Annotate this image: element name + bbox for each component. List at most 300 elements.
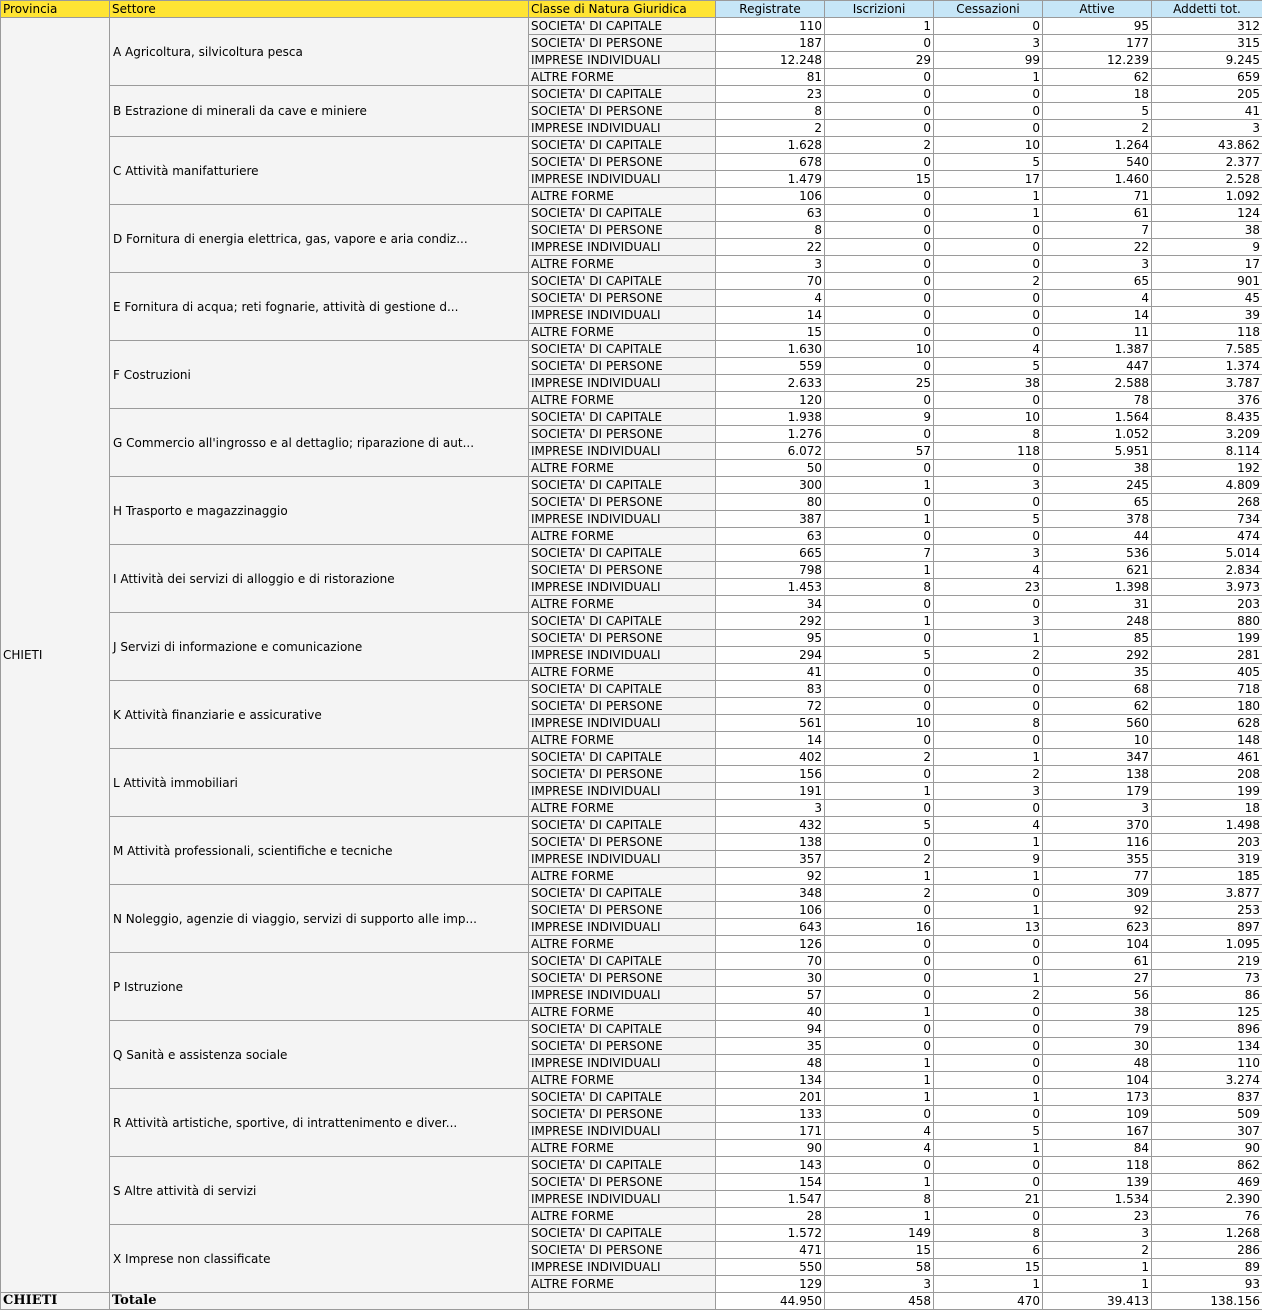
- attive-cell: 245: [1043, 477, 1152, 494]
- iscrizioni-cell: 1: [825, 783, 934, 800]
- table-body: [1, 18, 1262, 1293]
- classe-cell: IMPRESE INDIVIDUALI: [529, 987, 716, 1004]
- attive-cell: 540: [1043, 154, 1152, 171]
- addetti-cell: 73: [1152, 970, 1262, 987]
- registrate-cell: 357: [716, 851, 825, 868]
- addetti-cell: 148: [1152, 732, 1262, 749]
- classe-cell: ALTRE FORME: [529, 256, 716, 273]
- cessazioni-cell: 0: [934, 664, 1043, 681]
- classe-cell: SOCIETA' DI PERSONE: [529, 1038, 716, 1055]
- addetti-cell: 8.114: [1152, 443, 1262, 460]
- attive-cell: 177: [1043, 35, 1152, 52]
- total-registrate: 44.950: [716, 1293, 825, 1310]
- classe-cell: ALTRE FORME: [529, 1072, 716, 1089]
- iscrizioni-cell: 0: [825, 970, 934, 987]
- attive-cell: 79: [1043, 1021, 1152, 1038]
- registrate-cell: 83: [716, 681, 825, 698]
- attive-cell: 2: [1043, 120, 1152, 137]
- attive-cell: 11: [1043, 324, 1152, 341]
- iscrizioni-cell: 1: [825, 1004, 934, 1021]
- classe-cell: SOCIETA' DI CAPITALE: [529, 137, 716, 154]
- cessazioni-cell: 0: [934, 256, 1043, 273]
- addetti-cell: 124: [1152, 205, 1262, 222]
- registrate-cell: 70: [716, 953, 825, 970]
- classe-cell: SOCIETA' DI CAPITALE: [529, 273, 716, 290]
- header-iscrizioni[interactable]: Iscrizioni: [825, 1, 934, 18]
- cessazioni-cell: 1: [934, 1276, 1043, 1293]
- settore-cell: L Attività immobiliari: [110, 749, 529, 817]
- cessazioni-cell: 0: [934, 494, 1043, 511]
- attive-cell: 48: [1043, 1055, 1152, 1072]
- classe-cell: SOCIETA' DI CAPITALE: [529, 1157, 716, 1174]
- header-settore[interactable]: Settore: [110, 1, 529, 18]
- attive-cell: 95: [1043, 18, 1152, 35]
- cessazioni-cell: 0: [934, 698, 1043, 715]
- addetti-cell: 3.787: [1152, 375, 1262, 392]
- addetti-cell: 896: [1152, 1021, 1262, 1038]
- provincia-cell: CHIETI: [1, 18, 110, 1293]
- cessazioni-cell: 0: [934, 307, 1043, 324]
- attive-cell: 5: [1043, 103, 1152, 120]
- iscrizioni-cell: 0: [825, 936, 934, 953]
- attive-cell: 68: [1043, 681, 1152, 698]
- iscrizioni-cell: 3: [825, 1276, 934, 1293]
- addetti-cell: 199: [1152, 783, 1262, 800]
- iscrizioni-cell: 0: [825, 902, 934, 919]
- classe-cell: IMPRESE INDIVIDUALI: [529, 1055, 716, 1072]
- registrate-cell: 1.630: [716, 341, 825, 358]
- settore-cell: X Imprese non classificate: [110, 1225, 529, 1293]
- classe-cell: SOCIETA' DI PERSONE: [529, 562, 716, 579]
- cessazioni-cell: 0: [934, 1208, 1043, 1225]
- addetti-cell: 7.585: [1152, 341, 1262, 358]
- registrate-cell: 1.547: [716, 1191, 825, 1208]
- classe-cell: ALTRE FORME: [529, 188, 716, 205]
- registrate-cell: 8: [716, 103, 825, 120]
- addetti-cell: 718: [1152, 681, 1262, 698]
- cessazioni-cell: 10: [934, 137, 1043, 154]
- iscrizioni-cell: 4: [825, 1140, 934, 1157]
- cessazioni-cell: 0: [934, 596, 1043, 613]
- registrate-cell: 95: [716, 630, 825, 647]
- addetti-cell: 897: [1152, 919, 1262, 936]
- iscrizioni-cell: 0: [825, 732, 934, 749]
- addetti-cell: 509: [1152, 1106, 1262, 1123]
- iscrizioni-cell: 0: [825, 800, 934, 817]
- attive-cell: 62: [1043, 698, 1152, 715]
- attive-cell: 44: [1043, 528, 1152, 545]
- classe-cell: IMPRESE INDIVIDUALI: [529, 1259, 716, 1276]
- table-row: [1, 1225, 1262, 1242]
- registrate-cell: 57: [716, 987, 825, 1004]
- addetti-cell: 405: [1152, 664, 1262, 681]
- iscrizioni-cell: 0: [825, 120, 934, 137]
- registrate-cell: 94: [716, 1021, 825, 1038]
- cessazioni-cell: 0: [934, 732, 1043, 749]
- iscrizioni-cell: 4: [825, 1123, 934, 1140]
- classe-cell: ALTRE FORME: [529, 460, 716, 477]
- attive-cell: 116: [1043, 834, 1152, 851]
- cessazioni-cell: 0: [934, 936, 1043, 953]
- registrate-cell: 50: [716, 460, 825, 477]
- table-row: [1, 205, 1262, 222]
- attive-cell: 1.564: [1043, 409, 1152, 426]
- attive-cell: 61: [1043, 953, 1152, 970]
- attive-cell: 65: [1043, 273, 1152, 290]
- total-cessazioni: 470: [934, 1293, 1043, 1310]
- cessazioni-cell: 0: [934, 103, 1043, 120]
- classe-cell: SOCIETA' DI PERSONE: [529, 630, 716, 647]
- classe-cell: IMPRESE INDIVIDUALI: [529, 120, 716, 137]
- cessazioni-cell: 8: [934, 715, 1043, 732]
- iscrizioni-cell: 0: [825, 460, 934, 477]
- registrate-cell: 154: [716, 1174, 825, 1191]
- cessazioni-cell: 1: [934, 188, 1043, 205]
- iscrizioni-cell: 0: [825, 664, 934, 681]
- attive-cell: 623: [1043, 919, 1152, 936]
- attive-cell: 447: [1043, 358, 1152, 375]
- classe-cell: SOCIETA' DI PERSONE: [529, 290, 716, 307]
- iscrizioni-cell: 0: [825, 953, 934, 970]
- iscrizioni-cell: 0: [825, 1157, 934, 1174]
- classe-cell: SOCIETA' DI PERSONE: [529, 426, 716, 443]
- iscrizioni-cell: 0: [825, 426, 934, 443]
- cessazioni-cell: 5: [934, 154, 1043, 171]
- iscrizioni-cell: 1: [825, 1055, 934, 1072]
- addetti-cell: 205: [1152, 86, 1262, 103]
- classe-cell: IMPRESE INDIVIDUALI: [529, 647, 716, 664]
- table-row: [1, 1089, 1262, 1106]
- attive-cell: 78: [1043, 392, 1152, 409]
- classe-cell: ALTRE FORME: [529, 1140, 716, 1157]
- settore-cell: M Attività professionali, scientifiche e tecniche: [110, 817, 529, 885]
- header-addetti[interactable]: Addetti tot.: [1152, 1, 1262, 18]
- classe-cell: IMPRESE INDIVIDUALI: [529, 783, 716, 800]
- cessazioni-cell: 2: [934, 766, 1043, 783]
- cessazioni-cell: 0: [934, 681, 1043, 698]
- iscrizioni-cell: 8: [825, 1191, 934, 1208]
- registrate-cell: 133: [716, 1106, 825, 1123]
- iscrizioni-cell: 0: [825, 222, 934, 239]
- cessazioni-cell: 4: [934, 817, 1043, 834]
- cessazioni-cell: 8: [934, 1225, 1043, 1242]
- registrate-cell: 106: [716, 188, 825, 205]
- attive-cell: 347: [1043, 749, 1152, 766]
- iscrizioni-cell: 1: [825, 868, 934, 885]
- table-row: [1, 86, 1262, 103]
- registrate-cell: 348: [716, 885, 825, 902]
- attive-cell: 109: [1043, 1106, 1152, 1123]
- cessazioni-cell: 10: [934, 409, 1043, 426]
- registrate-cell: 191: [716, 783, 825, 800]
- classe-cell: IMPRESE INDIVIDUALI: [529, 919, 716, 936]
- classe-cell: ALTRE FORME: [529, 1276, 716, 1293]
- settore-cell: P Istruzione: [110, 953, 529, 1021]
- settore-cell: Q Sanità e assistenza sociale: [110, 1021, 529, 1089]
- attive-cell: 62: [1043, 69, 1152, 86]
- registrate-cell: 171: [716, 1123, 825, 1140]
- attive-cell: 3: [1043, 1225, 1152, 1242]
- registrate-cell: 798: [716, 562, 825, 579]
- settore-cell: D Fornitura di energia elettrica, gas, vapore e aria condiz...: [110, 205, 529, 273]
- registrate-cell: 129: [716, 1276, 825, 1293]
- addetti-cell: 43.862: [1152, 137, 1262, 154]
- settore-cell: G Commercio all'ingrosso e al dettaglio; riparazione di aut...: [110, 409, 529, 477]
- attive-cell: 2: [1043, 1242, 1152, 1259]
- cessazioni-cell: 1: [934, 205, 1043, 222]
- attive-cell: 35: [1043, 664, 1152, 681]
- cessazioni-cell: 0: [934, 1004, 1043, 1021]
- addetti-cell: 286: [1152, 1242, 1262, 1259]
- attive-cell: 378: [1043, 511, 1152, 528]
- registrate-cell: 63: [716, 205, 825, 222]
- iscrizioni-cell: 0: [825, 834, 934, 851]
- cessazioni-cell: 1: [934, 1089, 1043, 1106]
- registrate-cell: 40: [716, 1004, 825, 1021]
- header-attive[interactable]: Attive: [1043, 1, 1152, 18]
- header-provincia[interactable]: Provincia: [1, 1, 110, 18]
- addetti-cell: 1.092: [1152, 188, 1262, 205]
- addetti-cell: 628: [1152, 715, 1262, 732]
- iscrizioni-cell: 0: [825, 35, 934, 52]
- cessazioni-cell: 0: [934, 324, 1043, 341]
- attive-cell: 65: [1043, 494, 1152, 511]
- iscrizioni-cell: 0: [825, 1038, 934, 1055]
- header-row: [1, 1, 1262, 18]
- attive-cell: 84: [1043, 1140, 1152, 1157]
- classe-cell: SOCIETA' DI CAPITALE: [529, 749, 716, 766]
- registrate-cell: 22: [716, 239, 825, 256]
- iscrizioni-cell: 7: [825, 545, 934, 562]
- classe-cell: IMPRESE INDIVIDUALI: [529, 715, 716, 732]
- cessazioni-cell: 13: [934, 919, 1043, 936]
- classe-cell: SOCIETA' DI PERSONE: [529, 970, 716, 987]
- addetti-cell: 2.390: [1152, 1191, 1262, 1208]
- cessazioni-cell: 15: [934, 1259, 1043, 1276]
- registrate-cell: 187: [716, 35, 825, 52]
- header-registrate[interactable]: Registrate: [716, 1, 825, 18]
- addetti-cell: 185: [1152, 868, 1262, 885]
- attive-cell: 2.588: [1043, 375, 1152, 392]
- iscrizioni-cell: 10: [825, 341, 934, 358]
- registrate-cell: 6.072: [716, 443, 825, 460]
- classe-cell: SOCIETA' DI PERSONE: [529, 103, 716, 120]
- addetti-cell: 76: [1152, 1208, 1262, 1225]
- settore-cell: E Fornitura di acqua; reti fognarie, attività di gestione d...: [110, 273, 529, 341]
- registrate-cell: 300: [716, 477, 825, 494]
- registrate-cell: 28: [716, 1208, 825, 1225]
- cessazioni-cell: 0: [934, 460, 1043, 477]
- classe-cell: SOCIETA' DI PERSONE: [529, 35, 716, 52]
- addetti-cell: 180: [1152, 698, 1262, 715]
- classe-cell: SOCIETA' DI CAPITALE: [529, 409, 716, 426]
- registrate-cell: 34: [716, 596, 825, 613]
- registrate-cell: 106: [716, 902, 825, 919]
- table-row: [1, 817, 1262, 834]
- iscrizioni-cell: 0: [825, 528, 934, 545]
- classe-cell: SOCIETA' DI CAPITALE: [529, 86, 716, 103]
- classe-cell: ALTRE FORME: [529, 392, 716, 409]
- iscrizioni-cell: 0: [825, 358, 934, 375]
- registrate-cell: 14: [716, 732, 825, 749]
- iscrizioni-cell: 1: [825, 18, 934, 35]
- addetti-cell: 1.095: [1152, 936, 1262, 953]
- addetti-cell: 38: [1152, 222, 1262, 239]
- classe-cell: IMPRESE INDIVIDUALI: [529, 239, 716, 256]
- cessazioni-cell: 3: [934, 783, 1043, 800]
- cessazioni-cell: 1: [934, 868, 1043, 885]
- cessazioni-cell: 4: [934, 341, 1043, 358]
- classe-cell: SOCIETA' DI CAPITALE: [529, 885, 716, 902]
- iscrizioni-cell: 1: [825, 1208, 934, 1225]
- classe-cell: IMPRESE INDIVIDUALI: [529, 52, 716, 69]
- classe-cell: ALTRE FORME: [529, 800, 716, 817]
- cessazioni-cell: 0: [934, 239, 1043, 256]
- iscrizioni-cell: 0: [825, 630, 934, 647]
- addetti-cell: 93: [1152, 1276, 1262, 1293]
- attive-cell: 7: [1043, 222, 1152, 239]
- addetti-cell: 268: [1152, 494, 1262, 511]
- classe-cell: SOCIETA' DI CAPITALE: [529, 545, 716, 562]
- classe-cell: SOCIETA' DI PERSONE: [529, 698, 716, 715]
- addetti-cell: 199: [1152, 630, 1262, 647]
- table-row: [1, 341, 1262, 358]
- classe-cell: IMPRESE INDIVIDUALI: [529, 1191, 716, 1208]
- cessazioni-cell: 1: [934, 1140, 1043, 1157]
- attive-cell: 38: [1043, 460, 1152, 477]
- registrate-cell: 41: [716, 664, 825, 681]
- addetti-cell: 474: [1152, 528, 1262, 545]
- cessazioni-cell: 1: [934, 834, 1043, 851]
- attive-cell: 38: [1043, 1004, 1152, 1021]
- total-label: Totale: [110, 1293, 529, 1310]
- iscrizioni-cell: 16: [825, 919, 934, 936]
- cessazioni-cell: 3: [934, 545, 1043, 562]
- addetti-cell: 659: [1152, 69, 1262, 86]
- classe-cell: IMPRESE INDIVIDUALI: [529, 1123, 716, 1140]
- addetti-cell: 4.809: [1152, 477, 1262, 494]
- registrate-cell: 138: [716, 834, 825, 851]
- classe-cell: IMPRESE INDIVIDUALI: [529, 511, 716, 528]
- registrate-cell: 1.453: [716, 579, 825, 596]
- table-row: [1, 477, 1262, 494]
- cessazioni-cell: 0: [934, 1038, 1043, 1055]
- addetti-cell: 2.528: [1152, 171, 1262, 188]
- registrate-cell: 81: [716, 69, 825, 86]
- registrate-cell: 143: [716, 1157, 825, 1174]
- classe-cell: ALTRE FORME: [529, 732, 716, 749]
- registrate-cell: 70: [716, 273, 825, 290]
- classe-cell: SOCIETA' DI PERSONE: [529, 222, 716, 239]
- registrate-cell: 63: [716, 528, 825, 545]
- classe-cell: SOCIETA' DI CAPITALE: [529, 1225, 716, 1242]
- registrate-cell: 110: [716, 18, 825, 35]
- classe-cell: IMPRESE INDIVIDUALI: [529, 851, 716, 868]
- attive-cell: 104: [1043, 936, 1152, 953]
- classe-cell: SOCIETA' DI PERSONE: [529, 154, 716, 171]
- classe-cell: IMPRESE INDIVIDUALI: [529, 375, 716, 392]
- cessazioni-cell: 3: [934, 477, 1043, 494]
- iscrizioni-cell: 1: [825, 511, 934, 528]
- iscrizioni-cell: 0: [825, 596, 934, 613]
- registrate-cell: 294: [716, 647, 825, 664]
- registrate-cell: 48: [716, 1055, 825, 1072]
- cessazioni-cell: 0: [934, 528, 1043, 545]
- iscrizioni-cell: 1: [825, 562, 934, 579]
- registrate-cell: 23: [716, 86, 825, 103]
- attive-cell: 1.264: [1043, 137, 1152, 154]
- cessazioni-cell: 0: [934, 86, 1043, 103]
- iscrizioni-cell: 15: [825, 1242, 934, 1259]
- addetti-cell: 5.014: [1152, 545, 1262, 562]
- attive-cell: 22: [1043, 239, 1152, 256]
- addetti-cell: 89: [1152, 1259, 1262, 1276]
- attive-cell: 77: [1043, 868, 1152, 885]
- addetti-cell: 376: [1152, 392, 1262, 409]
- attive-cell: 12.239: [1043, 52, 1152, 69]
- attive-cell: 173: [1043, 1089, 1152, 1106]
- classe-cell: SOCIETA' DI CAPITALE: [529, 205, 716, 222]
- iscrizioni-cell: 8: [825, 579, 934, 596]
- cessazioni-cell: 21: [934, 1191, 1043, 1208]
- registrate-cell: 1.938: [716, 409, 825, 426]
- cessazioni-cell: 3: [934, 613, 1043, 630]
- settore-cell: A Agricoltura, silvicoltura pesca: [110, 18, 529, 86]
- cessazioni-cell: 0: [934, 1174, 1043, 1191]
- settore-cell: I Attività dei servizi di alloggio e di ristorazione: [110, 545, 529, 613]
- attive-cell: 23: [1043, 1208, 1152, 1225]
- cessazioni-cell: 0: [934, 222, 1043, 239]
- table-row: [1, 545, 1262, 562]
- registrate-cell: 1.276: [716, 426, 825, 443]
- attive-cell: 10: [1043, 732, 1152, 749]
- classe-cell: IMPRESE INDIVIDUALI: [529, 307, 716, 324]
- iscrizioni-cell: 0: [825, 324, 934, 341]
- addetti-cell: 86: [1152, 987, 1262, 1004]
- classe-cell: SOCIETA' DI PERSONE: [529, 1242, 716, 1259]
- classe-cell: SOCIETA' DI CAPITALE: [529, 477, 716, 494]
- table-row: [1, 681, 1262, 698]
- iscrizioni-cell: 0: [825, 1021, 934, 1038]
- classe-cell: SOCIETA' DI CAPITALE: [529, 681, 716, 698]
- total-provincia: CHIETI: [1, 1293, 110, 1310]
- header-classe[interactable]: Classe di Natura Giuridica: [529, 1, 716, 18]
- cessazioni-cell: 23: [934, 579, 1043, 596]
- addetti-cell: 3.877: [1152, 885, 1262, 902]
- classe-cell: IMPRESE INDIVIDUALI: [529, 579, 716, 596]
- attive-cell: 85: [1043, 630, 1152, 647]
- header-cessazioni[interactable]: Cessazioni: [934, 1, 1043, 18]
- table-row: [1, 613, 1262, 630]
- attive-cell: 536: [1043, 545, 1152, 562]
- registrate-cell: 559: [716, 358, 825, 375]
- addetti-cell: 461: [1152, 749, 1262, 766]
- attive-cell: 1.398: [1043, 579, 1152, 596]
- attive-cell: 104: [1043, 1072, 1152, 1089]
- iscrizioni-cell: 0: [825, 256, 934, 273]
- registrate-cell: 432: [716, 817, 825, 834]
- iscrizioni-cell: 1: [825, 1072, 934, 1089]
- registrate-cell: 14: [716, 307, 825, 324]
- registrate-cell: 471: [716, 1242, 825, 1259]
- attive-cell: 621: [1043, 562, 1152, 579]
- attive-cell: 27: [1043, 970, 1152, 987]
- iscrizioni-cell: 1: [825, 477, 934, 494]
- registrate-cell: 201: [716, 1089, 825, 1106]
- registrate-cell: 30: [716, 970, 825, 987]
- cessazioni-cell: 5: [934, 358, 1043, 375]
- classe-cell: ALTRE FORME: [529, 1004, 716, 1021]
